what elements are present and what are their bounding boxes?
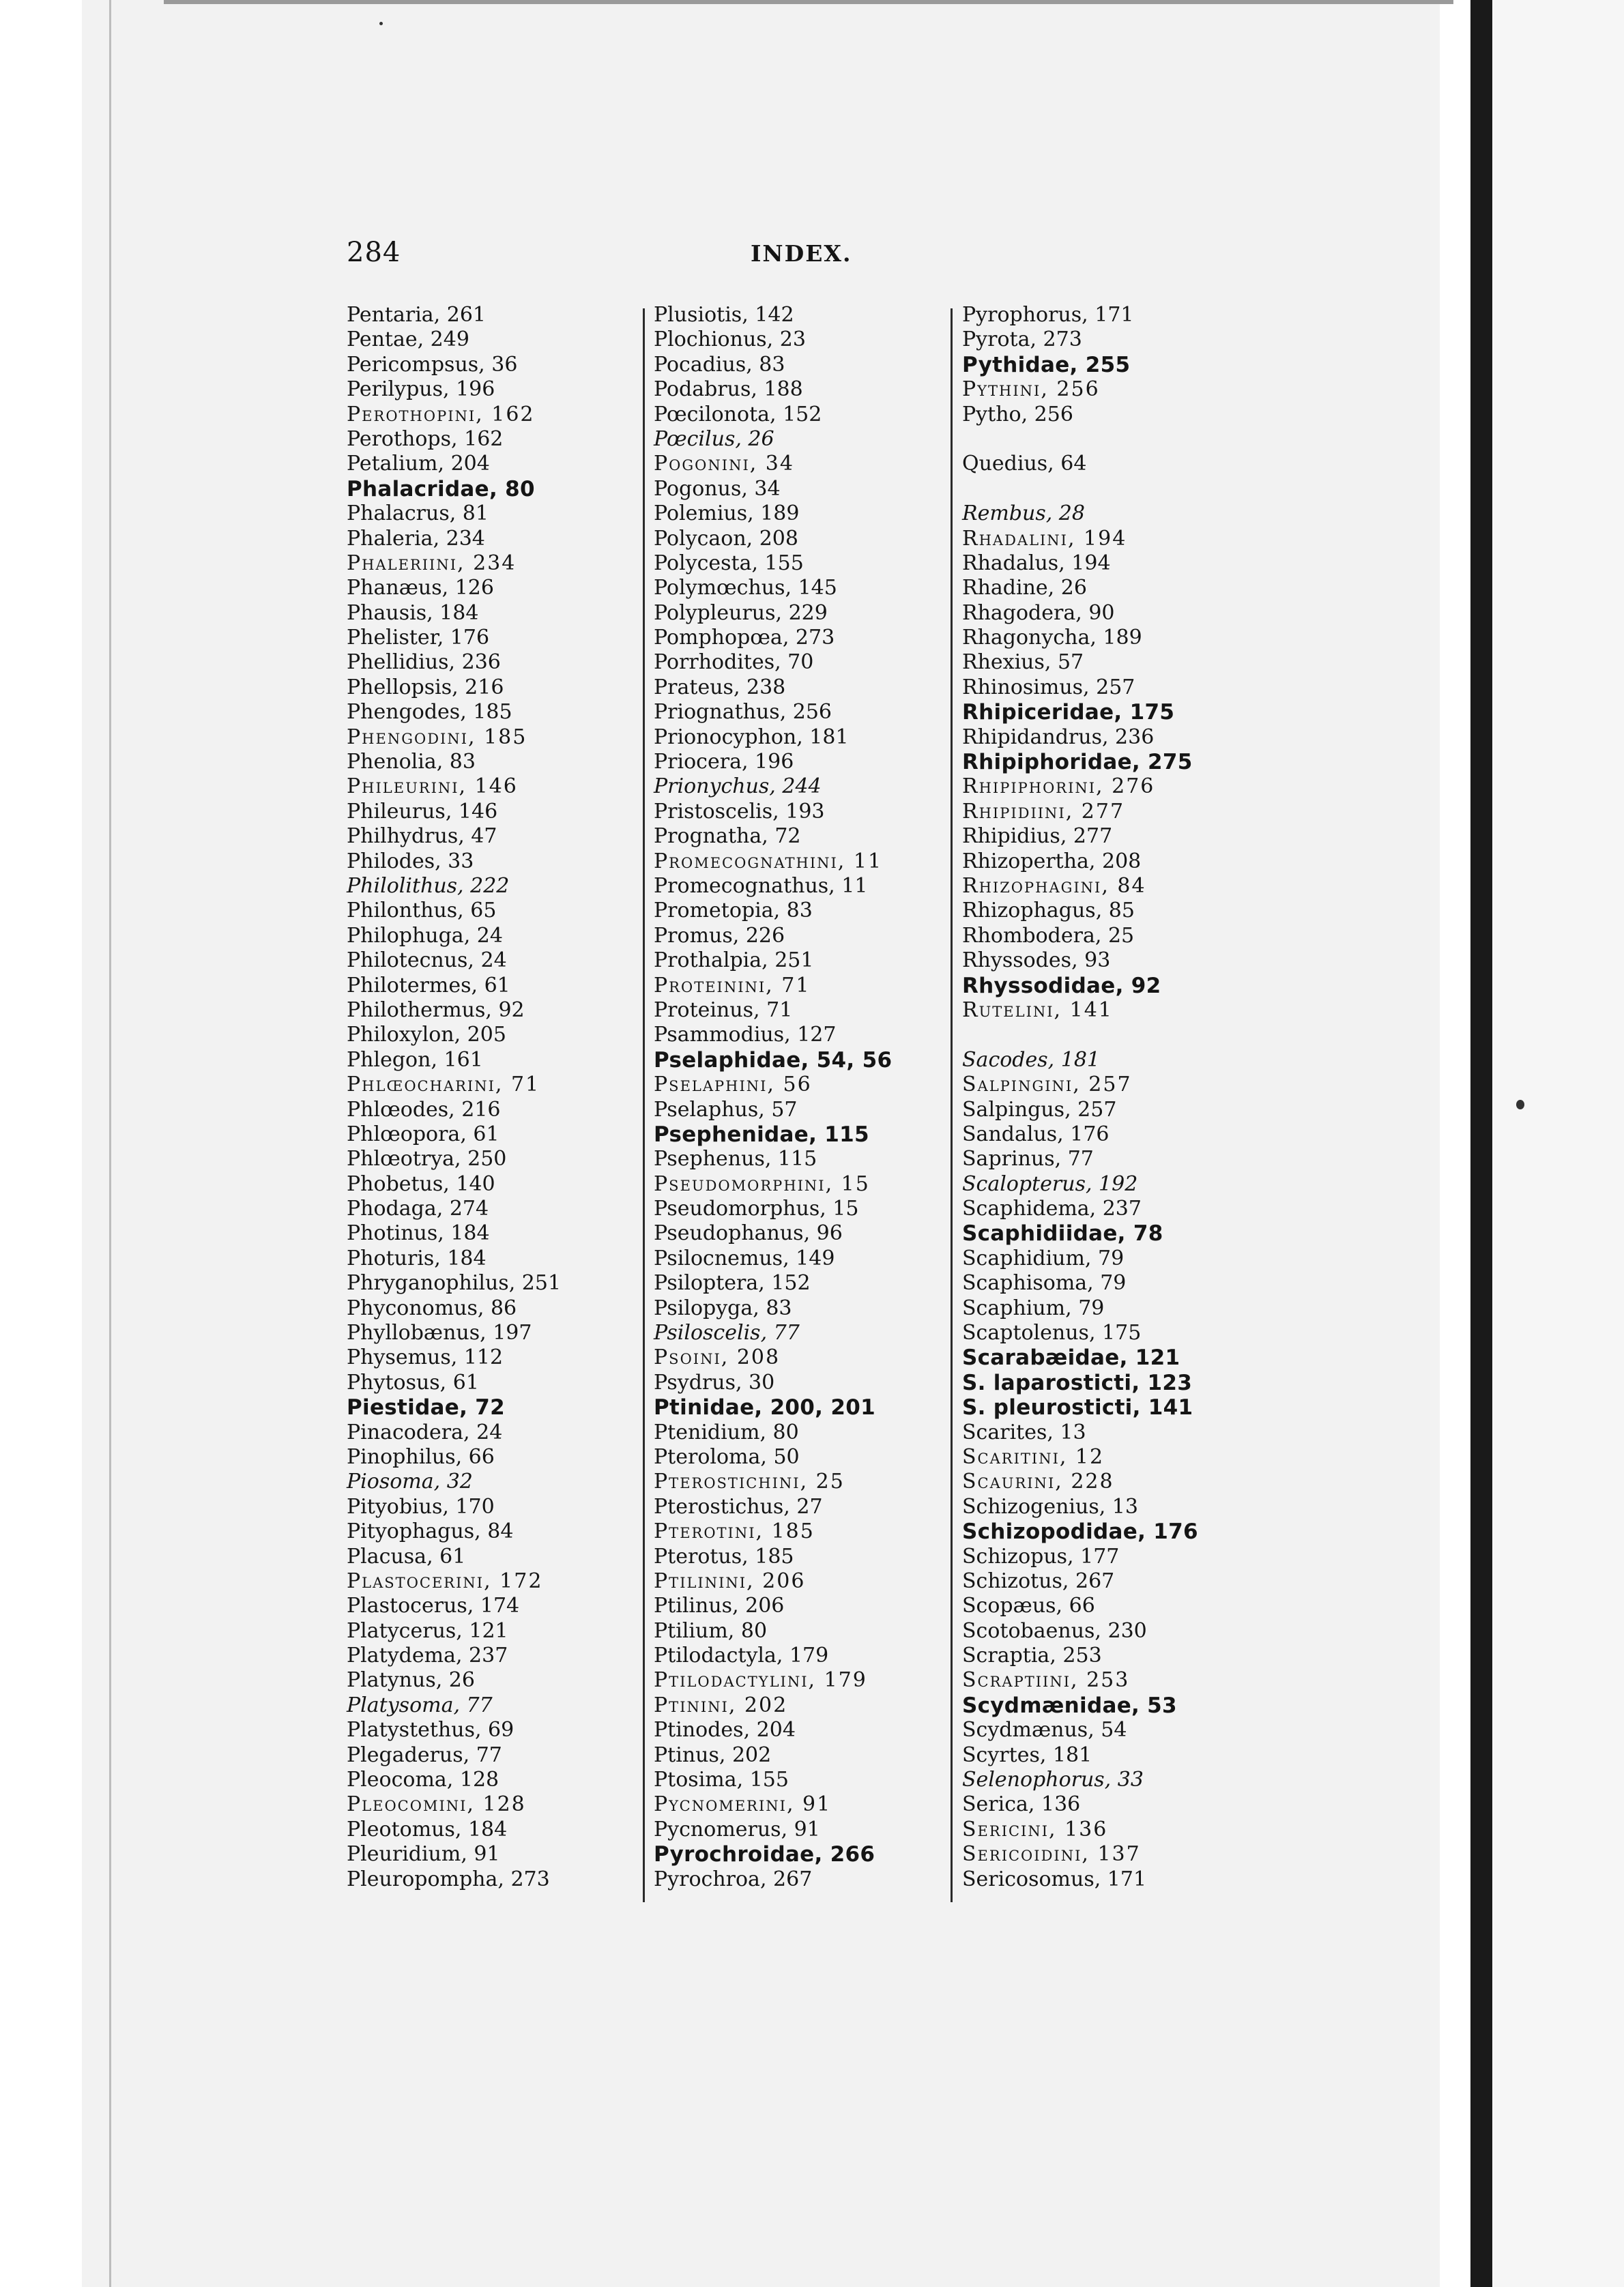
index-entry: Saprinus, 77 [962, 1147, 1094, 1171]
index-entry: Pentae, 249 [347, 327, 469, 352]
index-entry: Sericini, 136 [962, 1817, 1108, 1841]
index-entry: Ptosima, 155 [654, 1768, 789, 1792]
index-entry: Phileurini, 146 [347, 774, 518, 799]
index-entry: Schizopodidae, 176 [962, 1519, 1198, 1545]
index-entry: Rhinosimus, 257 [962, 675, 1135, 699]
index-entry: Phileurus, 146 [347, 799, 498, 824]
index-entry: Scaphium, 79 [962, 1296, 1105, 1320]
index-entry: Phaleriini, 234 [347, 551, 517, 575]
index-entry: Philonthus, 65 [347, 899, 497, 923]
index-entry: Pleocoma, 128 [347, 1768, 499, 1792]
index-entry: Scaurini, 228 [962, 1470, 1114, 1494]
index-entry: Scyrtes, 181 [962, 1743, 1092, 1767]
index-entry: Polycesta, 155 [654, 551, 804, 575]
index-entry: Pleotomus, 184 [347, 1817, 508, 1841]
index-entry: Phelister, 176 [347, 626, 490, 650]
index-entry: Prionocyphon, 181 [654, 725, 849, 749]
blank-line [962, 1023, 1262, 1047]
index-entry: Prateus, 238 [654, 675, 786, 699]
ink-speck [379, 22, 383, 25]
index-entry: Philothermus, 92 [347, 997, 525, 1022]
index-entry: Pycnomerini, 91 [654, 1792, 832, 1817]
index-entry: Scarites, 13 [962, 1420, 1086, 1444]
index-entry: Podabrus, 188 [654, 377, 803, 402]
index-entry: Rhadalini, 194 [962, 526, 1127, 551]
index-entry: Prothalpia, 251 [654, 948, 814, 973]
index-entry: Pyrophorus, 171 [962, 303, 1134, 327]
index-entry: Promecognathus, 11 [654, 873, 868, 898]
index-entry: Perothops, 162 [347, 426, 504, 451]
index-entry: Phlœotrya, 250 [347, 1147, 507, 1171]
index-entry: Phytosus, 61 [347, 1370, 479, 1395]
blank-line [962, 477, 1262, 501]
index-entry: Piosoma, 32 [347, 1470, 473, 1494]
index-entry: Psephenus, 115 [654, 1147, 817, 1171]
index-entry: Placusa, 61 [347, 1544, 466, 1569]
index-entry: Phyconomus, 86 [347, 1296, 517, 1320]
index-entry: Ptilinini, 206 [654, 1569, 806, 1593]
index-entry: Pycnomerus, 91 [654, 1817, 820, 1841]
index-entry: Physemus, 112 [347, 1345, 504, 1370]
index-entry: Pityobius, 170 [347, 1494, 495, 1519]
index-entry: Perothopini, 162 [347, 402, 535, 426]
index-column-3 [962, 303, 1262, 1892]
index-entry: Scotobaenus, 230 [962, 1618, 1147, 1643]
index-entry: Rhexius, 57 [962, 650, 1084, 675]
index-entry: Piestidae, 72 [347, 1395, 506, 1421]
index-entry: Rhizophagus, 85 [962, 899, 1135, 923]
index-entry: Pyrochroidae, 266 [654, 1842, 875, 1867]
index-entry: Pselaphini, 56 [654, 1073, 812, 1097]
index-entry: Scraptia, 253 [962, 1644, 1102, 1668]
index-entry: Pœcilus, 26 [654, 426, 774, 451]
index-entry: Plusiotis, 142 [654, 303, 794, 327]
index-entry: Quedius, 64 [962, 452, 1087, 476]
index-entry: Rhagodera, 90 [962, 600, 1115, 625]
index-entry: Photuris, 184 [347, 1246, 487, 1270]
index-entry: Rutelini, 141 [962, 997, 1113, 1022]
index-entry: Rhadine, 26 [962, 576, 1087, 600]
index-entry: Schizotus, 267 [962, 1569, 1115, 1593]
index-entry: Philolithus, 222 [347, 873, 510, 898]
index-entry: Phenolia, 83 [347, 750, 476, 774]
index-entry: Serica, 136 [962, 1792, 1081, 1817]
index-entry: Plegaderus, 77 [347, 1743, 502, 1767]
index-entry: Phlœodes, 216 [347, 1097, 501, 1122]
index-entry: Perilypus, 196 [347, 377, 495, 402]
index-entry: Ptinus, 202 [654, 1743, 772, 1767]
index-entry: Scraptiini, 253 [962, 1668, 1130, 1693]
page-number: 284 [347, 237, 401, 268]
index-entry: Phlegon, 161 [347, 1047, 483, 1072]
index-entry: Phodaga, 274 [347, 1197, 489, 1221]
index-entry: Rhizophagini, 84 [962, 873, 1146, 898]
index-entry: Psiloscelis, 77 [654, 1321, 800, 1345]
index-entry: Ptinidae, 200, 201 [654, 1395, 875, 1421]
index-entry: Pteroloma, 50 [654, 1444, 800, 1469]
index-entry: Phanæus, 126 [347, 576, 494, 600]
index-entry: Platynus, 26 [347, 1668, 475, 1693]
index-entry: Rhizopertha, 208 [962, 849, 1142, 873]
index-column-2 [654, 303, 954, 1892]
index-entry: Phalacridae, 80 [347, 476, 535, 501]
index-entry: Ptilium, 80 [654, 1618, 768, 1643]
index-entry: Psiloptera, 152 [654, 1271, 811, 1296]
index-entry: Philophuga, 24 [347, 923, 503, 948]
index-entry: Platycerus, 121 [347, 1618, 508, 1643]
index-entry: Scydmænidae, 53 [962, 1693, 1177, 1718]
index-entry: Phengodini, 185 [347, 725, 527, 749]
index-entry: Philotermes, 61 [347, 973, 510, 997]
index-entry: Platysoma, 77 [347, 1693, 493, 1717]
index-entry: Selenophorus, 33 [962, 1768, 1144, 1792]
index-entry: Phryganophilus, 251 [347, 1271, 562, 1296]
index-entry: Phaleria, 234 [347, 526, 485, 551]
index-entry: Pleuropompha, 273 [347, 1867, 550, 1891]
index-entry: Pleocomini, 128 [347, 1792, 526, 1817]
index-entry: Scydmænus, 54 [962, 1718, 1127, 1743]
index-entry: Pseudomorphus, 15 [654, 1197, 859, 1221]
index-entry: Pleuridium, 91 [347, 1842, 500, 1867]
index-entry: Sandalus, 176 [962, 1122, 1110, 1146]
index-entry: Salpingus, 257 [962, 1097, 1117, 1122]
index-entry: Pterotus, 185 [654, 1544, 794, 1569]
index-entry: Scaphisoma, 79 [962, 1271, 1127, 1296]
index-entry: Rhipiphoridae, 275 [962, 750, 1193, 775]
index-entry: Rhyssodidae, 92 [962, 973, 1161, 998]
index-entry: Prognatha, 72 [654, 824, 801, 849]
index-entry: Phellopsis, 216 [347, 675, 504, 699]
index-entry: Pinophilus, 66 [347, 1444, 495, 1469]
index-entry: Porrhodites, 70 [654, 650, 814, 675]
index-entry: Pythini, 256 [962, 377, 1100, 402]
index-entry: Pityophagus, 84 [347, 1519, 514, 1544]
index-entry: Ptilodactylini, 179 [654, 1668, 867, 1693]
index-entry: Psilopyga, 83 [654, 1296, 792, 1320]
index-entry: Scaphidium, 79 [962, 1246, 1125, 1270]
index-entry: Polypleurus, 229 [654, 600, 828, 625]
index-entry: Pericompsus, 36 [347, 352, 518, 377]
index-entry: S. pleurosticti, 141 [962, 1395, 1193, 1421]
index-entry: Scaphidema, 237 [962, 1197, 1142, 1221]
page-top-edge [164, 0, 1453, 4]
index-entry: Scaritini, 12 [962, 1444, 1105, 1469]
index-entry: Sacodes, 181 [962, 1047, 1100, 1072]
index-entry: Pterotini, 185 [654, 1519, 815, 1544]
index-entry: Rhipiceridae, 175 [962, 700, 1175, 725]
ink-speck [1516, 1100, 1524, 1109]
index-entry: Pocadius, 83 [654, 352, 785, 377]
index-entry: Scalopterus, 192 [962, 1171, 1138, 1196]
index-entry: Scopæus, 66 [962, 1594, 1095, 1618]
index-entry: Schizogenius, 13 [962, 1494, 1138, 1519]
index-entry: Pselaphidae, 54, 56 [654, 1047, 893, 1073]
index-entry: Rhagonycha, 189 [962, 626, 1142, 650]
index-entry: Pseudomorphini, 15 [654, 1171, 870, 1196]
index-entry: Schizopus, 177 [962, 1544, 1120, 1569]
index-entry: Philotecnus, 24 [347, 948, 507, 973]
page-left-edge [109, 0, 111, 2287]
index-entry: Psammodius, 127 [654, 1023, 837, 1047]
index-entry: Pterostichini, 25 [654, 1470, 845, 1494]
index-entry: Philodes, 33 [347, 849, 474, 873]
index-entry: Philoxylon, 205 [347, 1023, 506, 1047]
index-entry: Salpingini, 257 [962, 1073, 1132, 1097]
index-entry: Rhipidiini, 277 [962, 799, 1125, 824]
index-entry: Phengodes, 185 [347, 700, 512, 725]
index-entry: Prometopia, 83 [654, 899, 813, 923]
index-entry: Ptinini, 202 [654, 1693, 788, 1717]
index-entry: Pseudophanus, 96 [654, 1221, 843, 1246]
index-entry: Pyrochroa, 267 [654, 1867, 813, 1891]
index-entry: Ptilinus, 206 [654, 1594, 785, 1618]
index-entry: Phyllobænus, 197 [347, 1321, 532, 1345]
index-entry: Phausis, 184 [347, 600, 479, 625]
index-entry: Phobetus, 140 [347, 1171, 495, 1196]
book-spine-shadow [1470, 0, 1492, 2287]
index-entry: Pyrota, 273 [962, 327, 1082, 352]
index-entry: S. laparosticti, 123 [962, 1370, 1193, 1395]
index-entry: Pomphopœa, 273 [654, 626, 835, 650]
index-entry: Pterostichus, 27 [654, 1494, 823, 1519]
index-entry: Sericosomus, 171 [962, 1867, 1147, 1891]
index-entry: Platystethus, 69 [347, 1718, 514, 1743]
index-entry: Proteinus, 71 [654, 997, 793, 1022]
index-entry: Rhombodera, 25 [962, 923, 1135, 948]
index-entry: Rembus, 28 [962, 501, 1085, 526]
index-entry: Psephenidae, 115 [654, 1122, 869, 1147]
facing-page-edge [1492, 0, 1624, 2287]
blank-line [962, 427, 1262, 452]
index-entry: Rhipidius, 277 [962, 824, 1113, 849]
index-entry: Phellidius, 236 [347, 650, 501, 675]
index-entry: Pythidae, 255 [962, 352, 1131, 377]
index-entry: Plochionus, 23 [654, 327, 806, 352]
index-entry: Psilocnemus, 149 [654, 1246, 835, 1270]
index-entry: Ptilodactyla, 179 [654, 1644, 829, 1668]
index-entry: Proteinini, 71 [654, 973, 811, 997]
index-entry: Pinacodera, 24 [347, 1420, 503, 1444]
running-head: INDEX. [751, 240, 852, 267]
index-entry: Pogonini, 34 [654, 452, 794, 476]
index-entry: Phlœocharini, 71 [347, 1073, 540, 1097]
index-entry: Promus, 226 [654, 923, 785, 948]
index-entry: Ptinodes, 204 [654, 1718, 796, 1743]
index-entry: Psydrus, 30 [654, 1370, 775, 1395]
index-entry: Phalacrus, 81 [347, 501, 489, 526]
index-entry: Scaptolenus, 175 [962, 1321, 1142, 1345]
index-entry: Polymœchus, 145 [654, 576, 837, 600]
index-entry: Scaphidiidae, 78 [962, 1221, 1163, 1247]
index-entry: Pytho, 256 [962, 402, 1073, 426]
index-entry: Pœcilonota, 152 [654, 402, 822, 426]
index-entry: Plastocerini, 172 [347, 1569, 543, 1593]
index-entry: Platydema, 237 [347, 1644, 508, 1668]
index-entry: Pentaria, 261 [347, 303, 487, 327]
index-entry: Rhyssodes, 93 [962, 948, 1111, 973]
index-entry: Psoini, 208 [654, 1345, 781, 1370]
index-entry: Prionychus, 244 [654, 774, 822, 799]
index-entry: Priognathus, 256 [654, 700, 832, 725]
index-entry: Polemius, 189 [654, 501, 800, 526]
index-entry: Rhipidandrus, 236 [962, 725, 1155, 749]
index-entry: Phlœopora, 61 [347, 1122, 499, 1146]
index-entry: Pselaphus, 57 [654, 1097, 798, 1122]
index-entry: Promecognathini, 11 [654, 849, 883, 873]
index-entry: Ptenidium, 80 [654, 1420, 799, 1444]
index-entry: Pristoscelis, 193 [654, 799, 825, 824]
index-entry: Priocera, 196 [654, 750, 794, 774]
index-entry: Rhadalus, 194 [962, 551, 1111, 575]
index-entry: Scarabæidae, 121 [962, 1345, 1180, 1371]
index-entry: Pogonus, 34 [654, 476, 781, 501]
index-entry: Philhydrus, 47 [347, 824, 497, 849]
index-entry: Photinus, 184 [347, 1221, 490, 1246]
index-entry: Rhipiphorini, 276 [962, 774, 1155, 799]
index-entry: Polycaon, 208 [654, 526, 798, 551]
index-column-1 [347, 303, 647, 1892]
index-entry: Petalium, 204 [347, 452, 490, 476]
index-entry: Plastocerus, 174 [347, 1594, 520, 1618]
index-entry: Sericoidini, 137 [962, 1842, 1141, 1867]
